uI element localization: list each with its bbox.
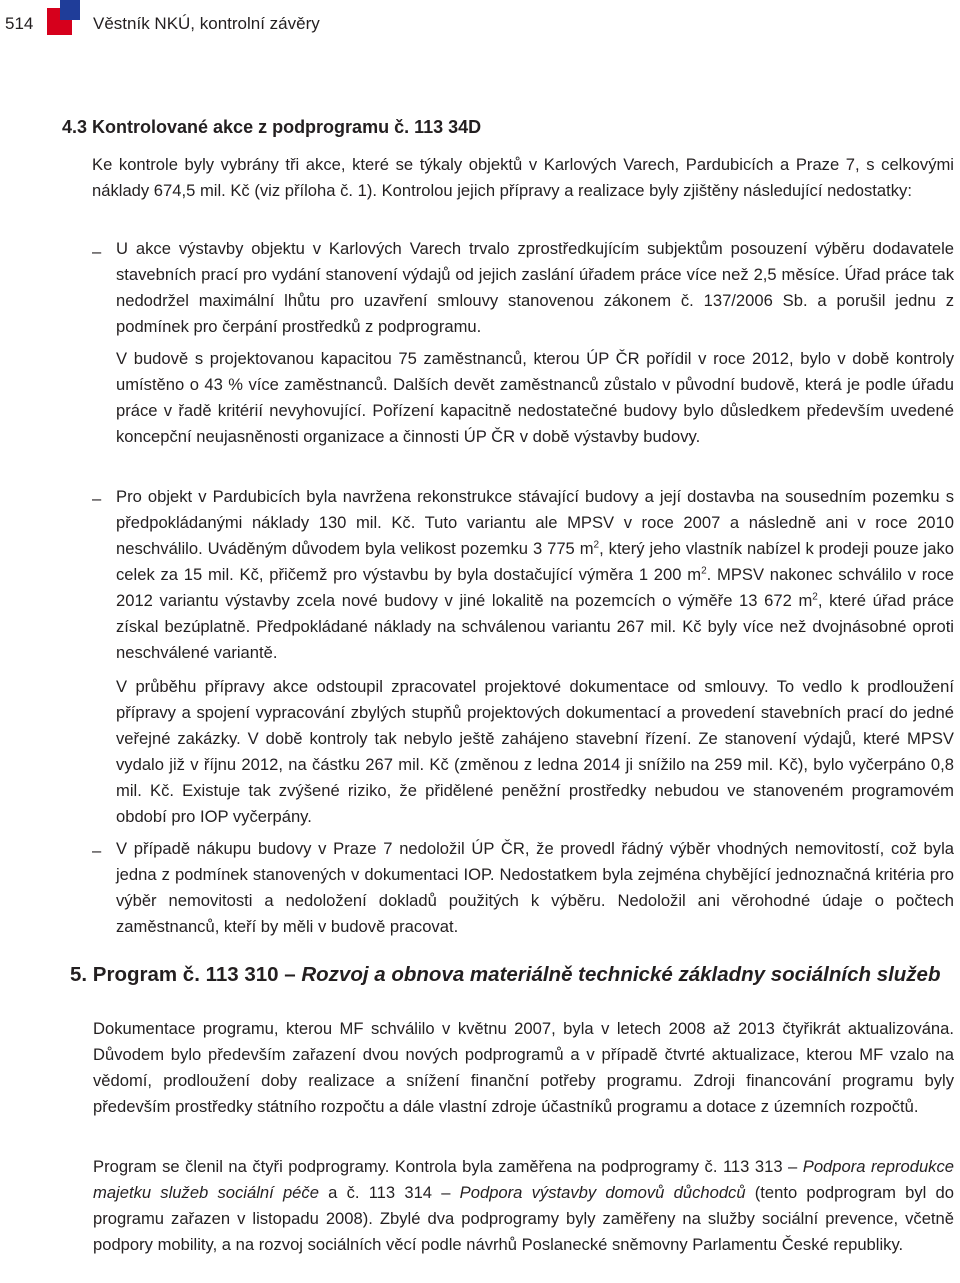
bullet-marker: – (92, 489, 102, 508)
intro-paragraph: Ke kontrole byly vybrány tři akce, které se týkaly objektů v Karlových Varech, Pardubicích a Praze 7, s celkovými náklady 674,5 mil. Kč (viz příloha č. 1). Kontrolou jejich přípravy a realizace byly zjištěny následující nedostatky: (92, 155, 954, 200)
bullet-pardubice-continued: V průběhu přípravy akce odstoupil zpracovatel projektové dokumentace od smlouvy. To vedlo k prodloužení přípravy a spojení vypracování zbylých stupňů projektových dokumentací a provedení stavebních prací do jedné veřejné zakázky. V době kontroly tak nebylo ještě zahájeno stavební řízení. Ze stanovení výdajů, které MPSV vydalo již v říjnu 2012, na částku 267 mil. Kč (změnou z ledna 2014 ji snížilo na 259 mil. Kč), bylo vyčerpáno 0,8 mil. Kč. Existuje tak zvýšené riziko, že přidělené peněžní prostředky nebudou ve stanoveném programovém období pro IOP vyčerpány. (116, 677, 954, 826)
journal-title: Věstník NKÚ, kontrolní závěry (93, 14, 320, 33)
bullet-praha-7: V případě nákupu budovy v Praze 7 nedoložil ÚP ČR, že provedl řádný výběr vhodných nemovitostí, což byla jedna z podmínek stanovených v dokumentaci IOP. Nedostatkem byla zejména chybějící jednoznačná kritéria pro výběr nemovitosti a nedoložení dokladů použitých k výběru. Nedoložil ani věrohodné údaje o počtech zaměstnanců, kteří by měli v budově pracovat. (116, 839, 954, 936)
page-header (0, 0, 960, 50)
bullet-marker: – (92, 841, 102, 860)
chapter-paragraph-2: Program se členil na čtyři podprogramy. Kontrola byla zaměřena na podprogramy č. 113 313 – Podpora reprodukce majetku služeb sociální péče a č. 113 314 – Podpora výstavby domovů důchodců (tento podprogram byl do programu zařazen v listopadu 2008). Zbylé dva podprogramy byly zaměřeny na služby sociální prevence, včetně podpory mobility, a na rozvoj sociálních věcí podle návrhů Poslanecké sněmovny Parlamentu České republiky. (93, 1157, 955, 1254)
section-heading: 4.3 Kontrolované akce z podprogramu č. 113 34D (62, 117, 482, 137)
page-number: 514 (5, 14, 34, 33)
chapter-heading: 5. Program č. 113 310 – Rozvoj a obnova materiálně technické základny sociálních služeb (70, 963, 941, 986)
superscript: 2 (812, 591, 818, 603)
nku-logo-blue-square (60, 0, 80, 20)
chapter-paragraph-1: Dokumentace programu, kterou MF schválilo v květnu 2007, byla v letech 2008 až 2013 čtyřikrát aktualizována. Důvodem bylo především zařazení dvou nových podprogramů a v případě čtvrté aktualizace, kterou MF vzalo na vědomí, prodloužení doby realizace a snížení finanční potřeby programu. Zdroji financování programu byly především prostředky státního rozpočtu a dále vlastní zdroje účastníků programu a dotace z územních rozpočtů. (93, 1019, 954, 1116)
bullet-pardubice: Pro objekt v Pardubicích byla navržena rekonstrukce stávající budovy a její dostavba na sousedním pozemku s předpokládanými náklady 130 mil. Kč. Tuto variantu ale MPSV v roce 2007 a následně ani v roce 2010 neschválilo. Uváděným důvodem byla velikost pozemku 3 775 $m^2$, který jeho vlastník nabízel k prodeji pouze jako celek za 15 mil. Kč, přičemž pro výstavbu by byla dostačující výměra 1 200 $m^2$. MPSV nakonec schválilo v roce 2012 variantu výstavby zcela nové budovy v jiné lokalitě na pozemcích o výměře 13 672 $m^2$, které úřad práce získal bezúplatně. Předpokládané náklady na schválenou variantu 267 mil. Kč byly více než dvojnásobné oproti neschválené variantě. (116, 487, 954, 662)
bullet-karlovy-vary: U akce výstavby objektu v Karlových Varech trvalo zprostředkujícím subjektům posouzení výběru dodavatele stavebních prací pro vydání stanovení výdajů od jejich zaslání úřadem práce více než 2,5 měsíce. Úřad práce tak nedodržel maximální lhůtu pro uzavření smlouvy stanovenou zákonem č. 137/2006 Sb. a porušil jednu z podmínek pro čerpání prostředků z podprogramu. (116, 239, 954, 336)
superscript: 2 (593, 539, 600, 551)
bullet-karlovy-vary-continued: V budově s projektovanou kapacitou 75 zaměstnanců, kterou ÚP ČR pořídil v roce 2012, bylo v době kontroly umístěno o 43 % více zaměstnanců. Dalších devět zaměstnanců zůstalo v původní budově, která je podle úřadu práce v řadě kritérií nevyhovující. Pořízení kapacitně nedostatečné budovy bylo důsledkem především uvedené koncepční neujasněnosti organizace a činnosti ÚP ČR v době výstavby budovy. (116, 349, 954, 446)
superscript: 2 (701, 565, 707, 577)
bullet-marker: – (92, 242, 102, 261)
